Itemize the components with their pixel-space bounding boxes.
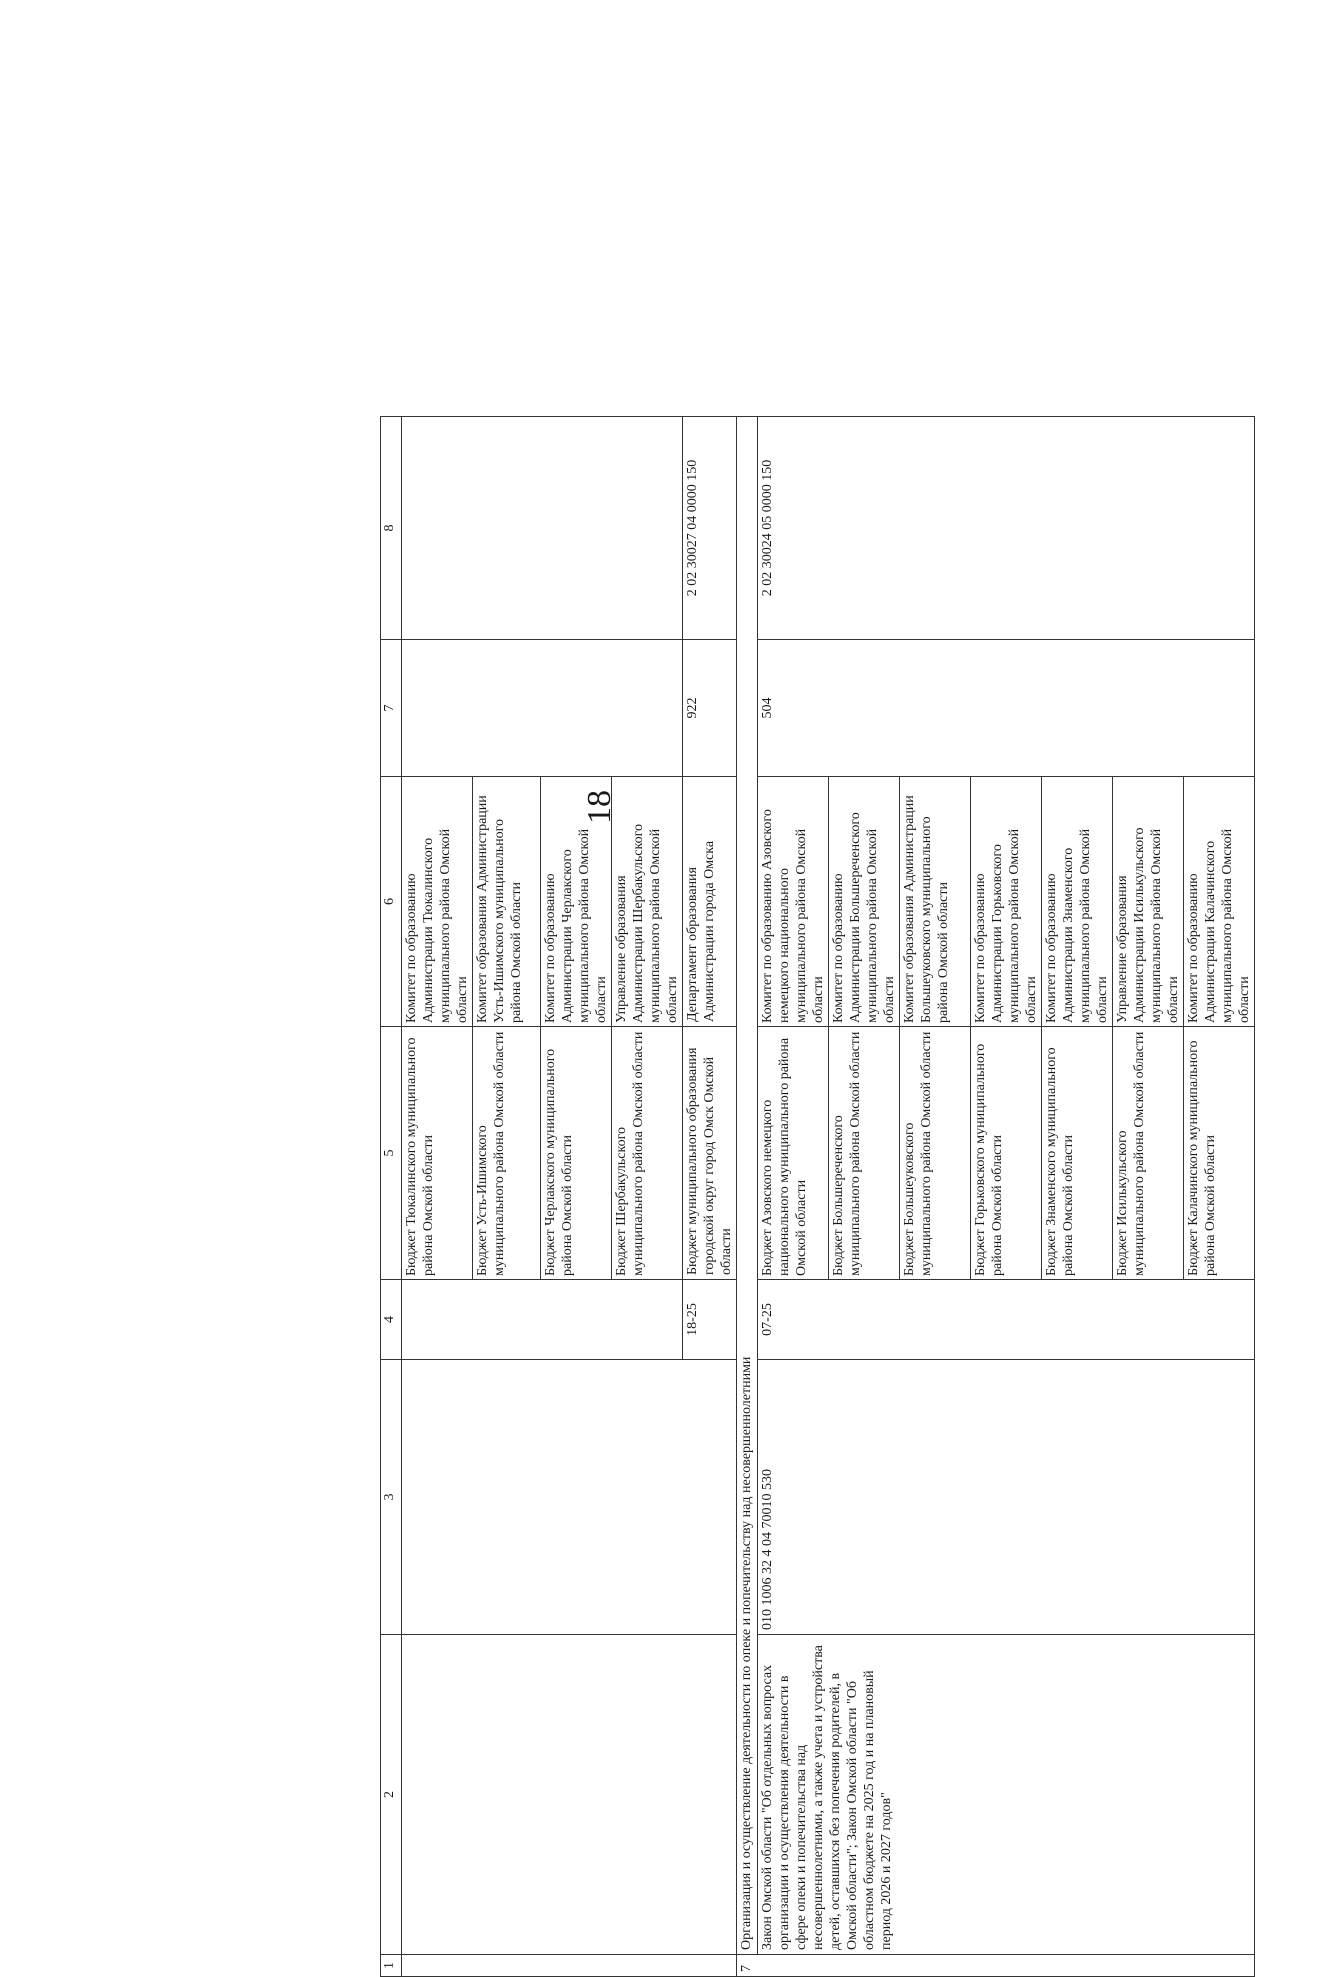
admin-cell: Комитет по образованию Администрации Большереченского муниципального района Омской области (829, 777, 900, 1027)
budget-cell: Бюджет Черлакского муниципального района Омской области (541, 1027, 612, 1280)
admin-cell: Комитет образования Администрации Большеуковского муниципального района Омской области (900, 777, 971, 1027)
budget-cell: Бюджет Исилькульского муниципального района Омской области (1113, 1027, 1184, 1280)
municipal-pair-row (1042, 777, 1113, 1279)
admin-cell: Комитет по образованию Администрации Знаменского муниципального района Омской области (1042, 777, 1113, 1027)
admin-cell: Управление образования Администрации Шербакульского муниципального района Омской области (612, 777, 683, 1027)
budget-cell: Бюджет Большеуковского муниципального района Омской области (900, 1027, 971, 1280)
code-cell: 922 (683, 640, 737, 777)
budget-cell: Бюджет муниципального образования городской округ город Омск Омской области (683, 1027, 737, 1280)
budget-table (380, 416, 1255, 1977)
municipal-pairs-cell (402, 777, 683, 1280)
budget-cell: Бюджет Калачинского муниципального района Омской области (1184, 1027, 1255, 1280)
admin-cell: Департамент образования Администрации города Омска (683, 777, 737, 1027)
admin-cell: Комитет по образованию Администрации Тюкалинского муниципального района Омской области (402, 777, 473, 1027)
admin-cell: Комитет по образованию Администрации Калачинского муниципального района Омской области (1184, 777, 1255, 1027)
municipal-pair-row (612, 777, 683, 1279)
kbk-code-cell: 2 02 30024 05 0000 150 (758, 417, 1255, 640)
municipal-pair-row (900, 777, 971, 1279)
column-header: 2 (381, 1635, 402, 1955)
column-header: 4 (381, 1280, 402, 1360)
admin-cell: Комитет по образованию Администрации Горьковского муниципального района Омской области (971, 777, 1042, 1027)
municipal-pairs-cell (758, 777, 1255, 1280)
municipal-pair-row (541, 777, 612, 1279)
budget-cell: Бюджет Азовского немецкого национального муниципального района Омской области (758, 1027, 829, 1280)
municipal-pair-row (473, 777, 541, 1279)
admin-cell: Комитет образования Администрации Усть-Ишимского муниципального района Омской области (473, 777, 541, 1027)
column-header: 6 (381, 777, 402, 1027)
budget-cell: Бюджет Знаменского муниципального района Омской области (1042, 1027, 1113, 1280)
table-cell (402, 417, 683, 640)
table-cell (402, 1635, 737, 1955)
column-header: 1 (381, 1955, 402, 1977)
column-number-row (381, 417, 402, 1977)
column-header: 5 (381, 1027, 402, 1280)
table-cell (402, 1280, 683, 1360)
admin-cell: Управление образования Администрации Исилькульского муниципального района Омской области (1113, 777, 1184, 1027)
section-number: 7 (737, 1955, 1255, 1977)
admin-cell: Комитет по образованию Азовского немецкого национального муниципального района Омской области (758, 777, 829, 1027)
code-cell: 07-25 (758, 1280, 1255, 1360)
admin-cell: Комитет по образованию Администрации Черлакского муниципального района Омской области (541, 777, 612, 1027)
municipal-pair-row (1113, 777, 1184, 1279)
municipal-pairs-table (758, 777, 1254, 1279)
section-title: Организация и осуществление деятельности по опеке и попечительству над несовершеннолетними (737, 417, 758, 1955)
municipal-pair-row (829, 777, 900, 1279)
column-header: 7 (381, 640, 402, 777)
municipal-pair-row (758, 777, 829, 1279)
budget-cell: Бюджет Большереченского муниципального района Омской области (829, 1027, 900, 1280)
code-cell: 18-25 (683, 1280, 737, 1360)
municipal-pair-row (1184, 777, 1255, 1279)
budget-cell: Бюджет Усть-Ишимского муниципального района Омской области (473, 1027, 541, 1280)
budget-cell: Бюджет Горьковского муниципального района Омской области (971, 1027, 1042, 1280)
continuation-row (402, 417, 683, 1977)
table-cell (402, 1955, 737, 1977)
table-cell (402, 640, 683, 777)
section-row (737, 417, 758, 1977)
column-header: 3 (381, 1360, 402, 1635)
landscape-table-sheet (380, 417, 1320, 1977)
section-7-main-row (758, 417, 1255, 1977)
municipal-pair-row (402, 777, 473, 1279)
code-cell: 010 1006 32 4 04 70010 530 (758, 1360, 1255, 1635)
law-cell: Закон Омской области "Об отдельных вопросах организации и осуществления деятельности в сфере опеки и попечительства над несовершеннолетними, а также учета и устройства детей, оставшихся без попечения родителей, в Омской области"; Закон Омской области "Об областном бюджете на 2025 год и на плановый период 2026 и 2027 годов" (758, 1635, 1255, 1955)
budget-cell: Бюджет Шербакульского муниципального района Омской области (612, 1027, 683, 1280)
budget-cell: Бюджет Тюкалинского муниципального района Омской области (402, 1027, 473, 1280)
kbk-code-cell: 2 02 30027 04 0000 150 (683, 417, 737, 640)
code-cell: 504 (758, 640, 1255, 777)
column-header: 8 (381, 417, 402, 640)
municipal-pairs-table (402, 777, 682, 1279)
page-number: 18 (581, 790, 618, 824)
municipal-pair-row (971, 777, 1042, 1279)
table-cell (402, 1360, 737, 1635)
